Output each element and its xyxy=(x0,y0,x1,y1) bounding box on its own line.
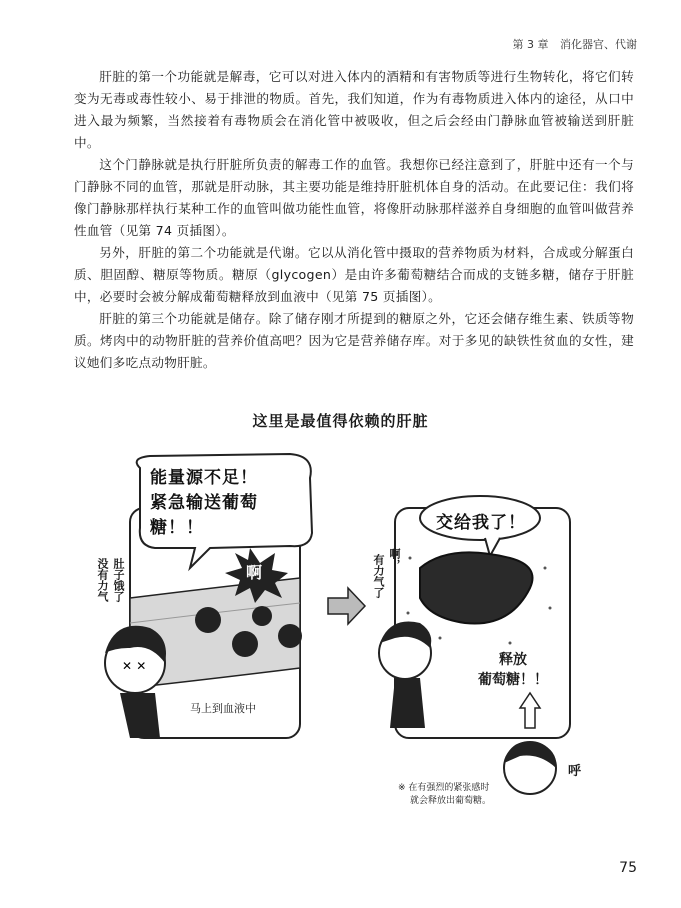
arrow-icon xyxy=(328,588,365,624)
paragraph-1: 肝脏的第一个功能就是解毒，它可以对进入体内的酒精和有害物质等进行生物转化，将它们转变为无毒或毒性较小、易于排泄的物质。首先，我们知道，作为有毒物质进入体内的途径，从口中进入最为频繁，当然接着有毒物质会在消化管中被吸收，但之后会经由门静脉血管被输送到肝脏中。 xyxy=(74,69,634,150)
glucose-ball xyxy=(252,606,272,626)
svg-text:✕ ✕: ✕ ✕ xyxy=(122,659,147,673)
paragraph-3: 另外，肝脏的第二个功能就是代谢。它以从消化管中摄取的营养物质为材料，合成或分解蛋白质、胆固醇、糖原等物质。糖原（glycogen）是由许多葡萄糖结合而成的支链多糖，储存于肝脏中，必要时会被分解成葡萄糖释放到血液中（见第 75 页插图）。 xyxy=(74,245,634,304)
body-text xyxy=(74,66,634,374)
glucose-ball xyxy=(278,624,302,648)
right-bubble-text: 交给我了！ xyxy=(436,513,526,533)
sigh-text: 呼 xyxy=(568,764,582,779)
left-side-text-1: 没有力气 xyxy=(96,558,109,602)
left-bubble-text: 能量源不足！ 紧急输送葡萄 糖！！ xyxy=(150,468,258,538)
glucose-ball xyxy=(232,631,258,657)
chapter-title: 消化器官、代谢 xyxy=(560,38,637,51)
liver-icon xyxy=(420,552,533,623)
right-side-text-2: 啊， xyxy=(388,548,401,570)
illustration xyxy=(90,438,610,838)
bang-text: 啊 xyxy=(246,563,263,582)
illustration-title: 这里是最值得依赖的肝脏 xyxy=(252,412,429,430)
page-number: 75 xyxy=(619,860,637,876)
left-side-text-2: 肚子饿了 xyxy=(112,558,125,602)
running-header xyxy=(513,36,638,52)
blood-label: 马上到血液中 xyxy=(190,702,256,715)
paragraph-4: 肝脏的第三个功能就是储存。除了储存刚才所提到的糖原之外，它还会储存维生素、铁质等物质。烤肉中的动物肝脏的营养价值高吧？因为它是营养储存库。对于多见的缺铁性贫血的女性，建议她们多吃点动物肝脏。 xyxy=(74,311,634,370)
chapter-number: 第 3 章 xyxy=(512,38,549,51)
right-side-text-1: 有力气了 xyxy=(372,554,385,598)
up-arrow-icon xyxy=(520,693,540,728)
release-glucose-text: 释放 葡萄糖！！ xyxy=(478,652,548,688)
paragraph-2: 这个门静脉就是执行肝脏所负责的解毒工作的血管。我想你已经注意到了，肝脏中还有一个与门静脉不同的血管，那就是肝动脉，其主要功能是维持肝脏机体自身的活动。在此要记住：我们将像门静脉那样执行某种工作的血管叫做功能性血管，将像肝动脉那样滋养自身细胞的血管叫做营养性血管（见第 74 页插图）。 xyxy=(74,157,634,238)
footnote: ※ 在有强烈的紧张感时 就会释放出葡萄糖。 xyxy=(398,783,492,806)
glucose-ball xyxy=(195,607,221,633)
